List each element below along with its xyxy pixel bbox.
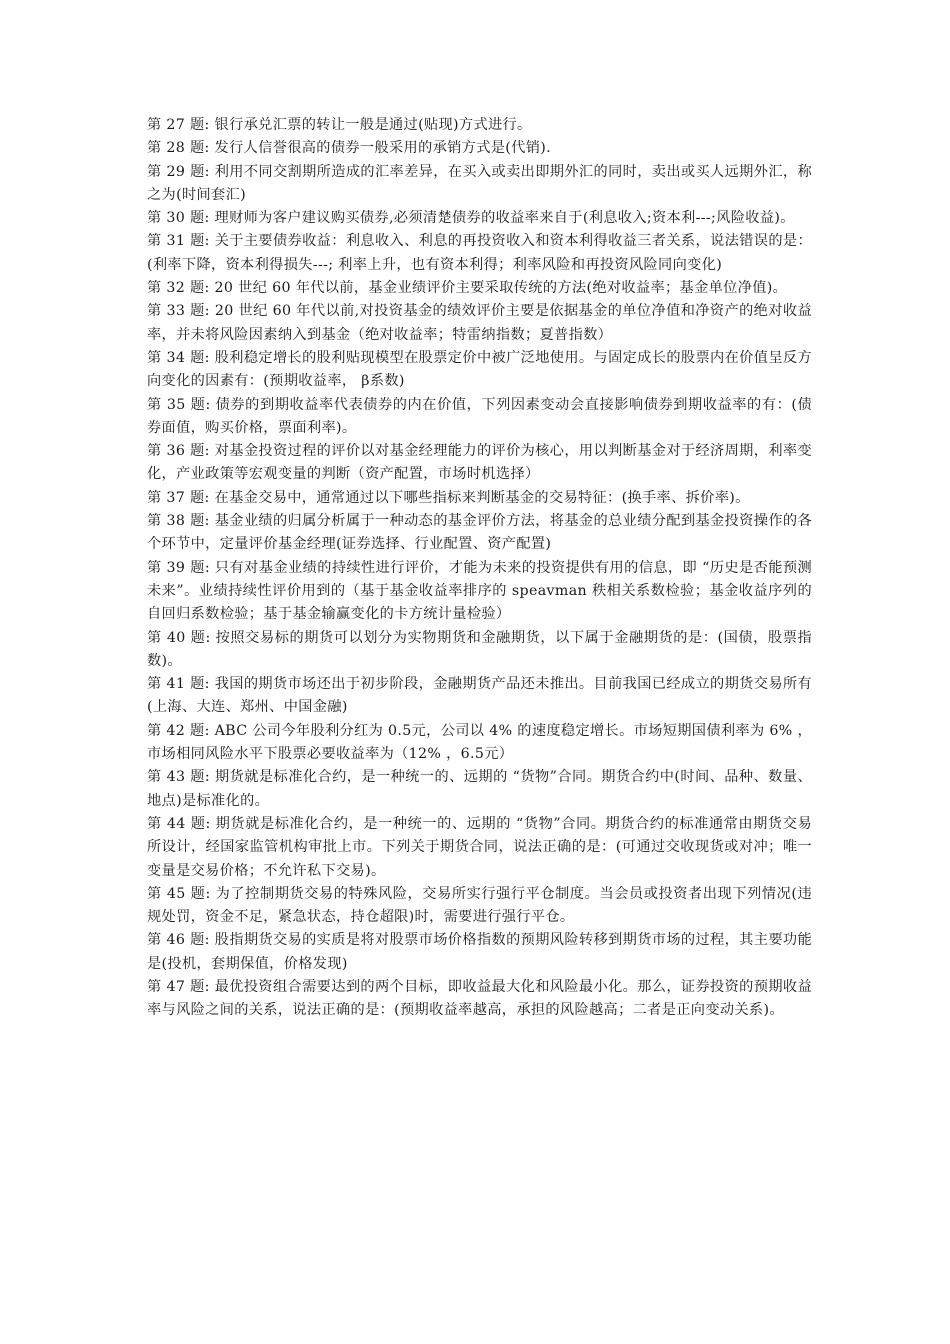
question-45: 第 45 题: 为了控制期货交易的特殊风险，交易所实行强行平仓制度。当会员或投资者出现下列情况(违规处罚，资金不足，紧急状态，持仓超限)时，需要进行强行平仓。 (147, 885, 812, 926)
question-47: 第 47 题: 最优投资组合需要达到的两个目标，即收益最大化和风险最小化。那么，证券投资的预期收益率与风险之间的关系，说法正确的是：(预期收益率越高，承担的风险越高；二者是正向变动关系)。 (147, 978, 812, 1019)
question-30: 第 30 题: 理财师为客户建议购买债券,必须清楚债券的收益率来自于(利息收入;资本利---;风险收益)。 (147, 210, 795, 227)
question-35: 第 35 题: 债券的到期收益率代表债券的内在价值，下列因素变动会直接影响债券到期收益率的有：(债券面值，购买价格，票面利率)。 (147, 396, 812, 436)
question-32: 第 32 题: 20 世纪 60 年代以前，基金业绩评价主要采取传统的方法(绝对收益率；基金单位净值)。 (147, 280, 788, 297)
question-41: 第 41 题: 我国的期货市场还出于初步阶段，金融期货产品还未推出。目前我国已经成立的期货交易所有(上海、大连、郑州、中国金融) (147, 676, 812, 716)
question-36: 第 36 题: 对基金投资过程的评价以对基金经理能力的评价为核心，用以判断基金对于经济周期，利率变化，产业政策等宏观变量的判断（资产配置，市场时机选择） (147, 443, 812, 483)
question-34: 第 34 题: 股利稳定增长的股利贴现模型在股票定价中被广泛地使用。与固定成长的股票内在价值呈反方向变化的因素有：(预期收益率， β系数) (147, 349, 812, 390)
question-33: 第 33 题: 20 世纪 60 年代以前,对投资基金的绩效评价主要是依据基金的单位净值和净资产的绝对收益率，并未将风险因素纳入到基金（绝对收益率；特雷纳指数；夏普指数） (147, 303, 812, 343)
question-46: 第 46 题: 股指期货交易的实质是将对股票市场价格指数的预期风险转移到期货市场的过程，其主要功能是(投机，套期保值，价格发现) (147, 932, 812, 972)
question-29: 第 29 题: 利用不同交割期所造成的汇率差异，在买入或卖出即期外汇的同时，卖出或买人远期外汇，称之为(时间套汇) (147, 163, 812, 203)
question-37: 第 37 题: 在基金交易中，通常通过以下哪些指标来判断基金的交易特征：(换手率、拆价率)。 (147, 489, 750, 506)
question-43: 第 43 题: 期货就是标准化合约，是一种统一的、远期的 “货物”合同。期货合约中(时间、品种、数量、地点)是标准化的。 (147, 769, 812, 809)
question-27: 第 27 题: 银行承兑汇票的转让一般是通过(贴现)方式进行。 (147, 117, 532, 133)
question-28: 第 28 题: 发行人信誉很高的债券一般采用的承销方式是(代销). (147, 140, 551, 157)
question-38: 第 38 题: 基金业绩的归属分析属于一种动态的基金评价方法，将基金的总业绩分配到基金投资操作的各个环节中，定量评价基金经理(证券选择、行业配置、资产配置) (147, 513, 812, 553)
question-44: 第 44 题: 期货就是标准化合约，是一种统一的、远期的 “货物”合同。期货合约的标准通常由期货交易所设计，经国家监管机构审批上市。下列关于期货合同，说法正确的是：(可通过交收现货或对冲；唯一变量是交易价格；不允许私下交易)。 (147, 815, 812, 879)
question-31: 第 31 题: 关于主要债券收益：利息收入、利息的再投资收入和资本利得收益三者关系，说法错误的是：(利率下降，资本利得损失---; 利率上升，也有资本利得；利率风险和再投资风险同向变化) (147, 233, 812, 273)
document-page (147, 114, 812, 1023)
question-40: 第 40 题: 按照交易标的期货可以划分为实物期货和金融期货，以下属于金融期货的是：(国债，股票指数)。 (147, 629, 812, 669)
question-42: 第 42 题: ABC 公司今年股利分红为 0.5元，公司以 4% 的速度稳定增长。市场短期国债利率为 6% ，市场相同风险水平下股票必要收益率为（12% ，6.5元） (147, 722, 812, 763)
question-39: 第 39 题: 只有对基金业绩的持续性进行评价，才能为未来的投资提供有用的信息，即 “历史是否能预测未来”。业绩持续性评价用到的（基于基金收益率排序的 speavman 秩相关系数检验；基金收益序列的自回归系数检验；基于基金输赢变化的卡方统计量检验） (147, 559, 812, 623)
